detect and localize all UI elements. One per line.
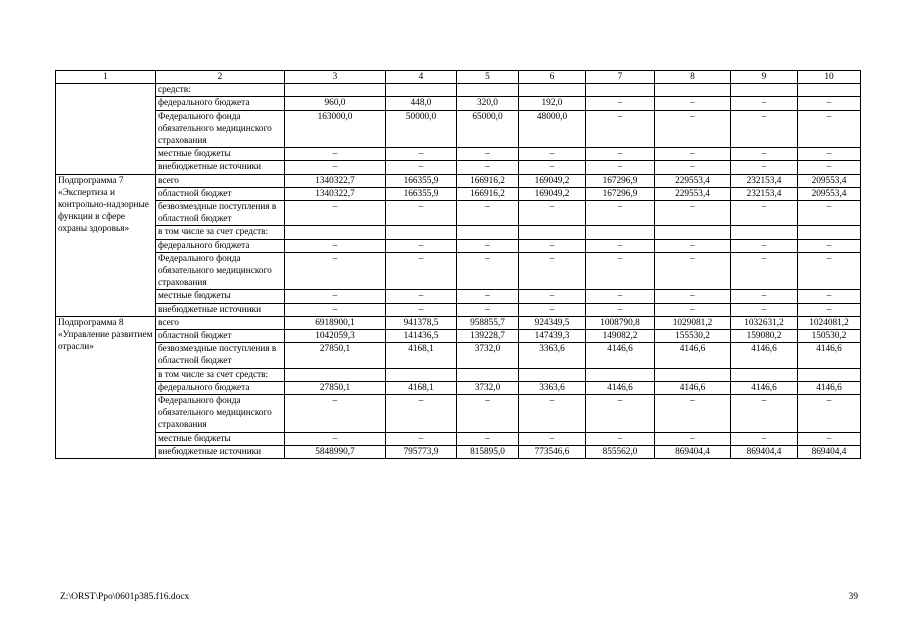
value-cell: – xyxy=(285,201,386,226)
header-row xyxy=(56,71,861,84)
value-cell: – xyxy=(655,432,731,445)
column-header: 9 xyxy=(731,71,798,84)
value-cell: 166916,2 xyxy=(457,187,519,200)
funding-source-cell: внебюджетные источники xyxy=(156,445,285,458)
value-cell: 855562,0 xyxy=(586,445,655,458)
value-cell: 869404,4 xyxy=(731,445,798,458)
value-cell: 6918900,1 xyxy=(285,316,386,329)
value-cell: – xyxy=(457,395,519,433)
table-row xyxy=(56,84,861,97)
value-cell: 169049,2 xyxy=(519,187,586,200)
value-cell: – xyxy=(586,161,655,174)
value-cell: – xyxy=(285,432,386,445)
funding-source-cell: Федерального фонда обязательного медицинского страхования xyxy=(156,395,285,433)
value-cell: 4146,6 xyxy=(731,343,798,368)
value-cell xyxy=(731,226,798,239)
funding-source-cell: Федерального фонда обязательного медицинского страхования xyxy=(156,110,285,148)
value-cell: 192,0 xyxy=(519,97,586,110)
value-cell: – xyxy=(386,252,457,290)
table-row xyxy=(56,343,861,368)
funding-source-cell: областной бюджет xyxy=(156,187,285,200)
value-cell: 3363,6 xyxy=(519,343,586,368)
value-cell: – xyxy=(457,432,519,445)
value-cell: 1340322,7 xyxy=(285,187,386,200)
column-header: 10 xyxy=(798,71,861,84)
value-cell: 320,0 xyxy=(457,97,519,110)
funding-source-cell: всего xyxy=(156,174,285,187)
value-cell: – xyxy=(731,239,798,252)
value-cell: 941378,5 xyxy=(386,316,457,329)
value-cell: 795773,9 xyxy=(386,445,457,458)
funding-source-cell: областной бюджет xyxy=(156,330,285,343)
value-cell: – xyxy=(655,110,731,148)
value-cell: 4146,6 xyxy=(655,381,731,394)
value-cell xyxy=(457,84,519,97)
value-cell: – xyxy=(731,148,798,161)
funding-source-cell: федерального бюджета xyxy=(156,381,285,394)
value-cell: 869404,4 xyxy=(655,445,731,458)
value-cell: 4146,6 xyxy=(798,381,861,394)
table-row xyxy=(56,110,861,148)
value-cell xyxy=(798,84,861,97)
value-cell: – xyxy=(798,97,861,110)
value-cell: 4146,6 xyxy=(731,381,798,394)
value-cell xyxy=(285,226,386,239)
value-cell: – xyxy=(731,290,798,303)
value-cell xyxy=(285,368,386,381)
value-cell xyxy=(586,226,655,239)
value-cell: – xyxy=(798,432,861,445)
value-cell: 163000,0 xyxy=(285,110,386,148)
value-cell: – xyxy=(519,395,586,433)
value-cell: 924349,5 xyxy=(519,316,586,329)
value-cell: – xyxy=(655,201,731,226)
value-cell: – xyxy=(457,303,519,316)
value-cell: 4168,1 xyxy=(386,381,457,394)
value-cell: 958855,7 xyxy=(457,316,519,329)
value-cell: – xyxy=(519,432,586,445)
value-cell: – xyxy=(519,201,586,226)
value-cell xyxy=(386,226,457,239)
table-row xyxy=(56,290,861,303)
value-cell: 229553,4 xyxy=(655,187,731,200)
funding-table xyxy=(55,70,861,459)
column-header: 4 xyxy=(386,71,457,84)
value-cell: – xyxy=(798,110,861,148)
value-cell: 209553,4 xyxy=(798,187,861,200)
value-cell: – xyxy=(655,303,731,316)
value-cell: 3732,0 xyxy=(457,381,519,394)
value-cell xyxy=(731,84,798,97)
value-cell: 167296,9 xyxy=(586,187,655,200)
value-cell xyxy=(519,368,586,381)
value-cell: – xyxy=(586,97,655,110)
value-cell: – xyxy=(386,161,457,174)
table-row xyxy=(56,161,861,174)
table-row xyxy=(56,303,861,316)
value-cell: – xyxy=(798,201,861,226)
value-cell: – xyxy=(457,252,519,290)
value-cell: – xyxy=(457,290,519,303)
funding-source-cell: в том числе за счет средств: xyxy=(156,368,285,381)
column-header: 6 xyxy=(519,71,586,84)
value-cell xyxy=(519,84,586,97)
value-cell: 4146,6 xyxy=(655,343,731,368)
table-row xyxy=(56,316,861,329)
table-row xyxy=(56,395,861,433)
value-cell: 139228,7 xyxy=(457,330,519,343)
value-cell: – xyxy=(655,161,731,174)
funding-source-cell: безвозмездные поступления в областной бюджет xyxy=(156,343,285,368)
value-cell xyxy=(586,368,655,381)
value-cell: – xyxy=(798,148,861,161)
value-cell: – xyxy=(731,97,798,110)
value-cell: – xyxy=(386,201,457,226)
value-cell: 4168,1 xyxy=(386,343,457,368)
value-cell: – xyxy=(285,239,386,252)
value-cell: 869404,4 xyxy=(798,445,861,458)
funding-source-cell: всего xyxy=(156,316,285,329)
value-cell: – xyxy=(731,110,798,148)
value-cell: 4146,6 xyxy=(586,343,655,368)
value-cell: 1032631,2 xyxy=(731,316,798,329)
value-cell xyxy=(798,226,861,239)
value-cell: – xyxy=(731,161,798,174)
value-cell xyxy=(586,84,655,97)
value-cell: 3363,6 xyxy=(519,381,586,394)
value-cell xyxy=(655,84,731,97)
column-header: 3 xyxy=(285,71,386,84)
value-cell: – xyxy=(586,148,655,161)
value-cell: 141436,5 xyxy=(386,330,457,343)
value-cell: – xyxy=(586,303,655,316)
table-row xyxy=(56,432,861,445)
table-row xyxy=(56,330,861,343)
value-cell: 1340322,7 xyxy=(285,174,386,187)
value-cell xyxy=(731,368,798,381)
value-cell: – xyxy=(731,303,798,316)
value-cell: – xyxy=(519,239,586,252)
value-cell: 155530,2 xyxy=(655,330,731,343)
table-row xyxy=(56,252,861,290)
funding-source-cell: внебюджетные источники xyxy=(156,303,285,316)
value-cell: – xyxy=(586,432,655,445)
value-cell: 773546,6 xyxy=(519,445,586,458)
value-cell: 232153,4 xyxy=(731,187,798,200)
column-header: 1 xyxy=(56,71,156,84)
program-name-cell: Подпрограмма 8 «Управление развитием отрасли» xyxy=(56,316,156,458)
funding-source-cell: безвозмездные поступления в областной бюджет xyxy=(156,201,285,226)
table-row xyxy=(56,368,861,381)
value-cell: – xyxy=(586,290,655,303)
value-cell: – xyxy=(285,148,386,161)
funding-source-cell: внебюджетные источники xyxy=(156,161,285,174)
value-cell: 1024081,2 xyxy=(798,316,861,329)
value-cell: – xyxy=(731,252,798,290)
value-cell: – xyxy=(285,290,386,303)
value-cell: – xyxy=(386,239,457,252)
value-cell: – xyxy=(386,395,457,433)
table-row xyxy=(56,201,861,226)
value-cell: 4146,6 xyxy=(586,381,655,394)
table-row xyxy=(56,239,861,252)
value-cell: 167296,9 xyxy=(586,174,655,187)
value-cell: – xyxy=(655,97,731,110)
value-cell xyxy=(285,84,386,97)
value-cell: – xyxy=(519,252,586,290)
footer-file-path: Z:\ORST\Ppo\0601p385.f16.docx xyxy=(60,592,190,602)
program-name-cell: Подпрограмма 7 «Экспертиза и контрольно-надзорные функции в сфере охраны здоровья» xyxy=(56,174,156,316)
value-cell: – xyxy=(655,290,731,303)
value-cell: 50000,0 xyxy=(386,110,457,148)
value-cell: 229553,4 xyxy=(655,174,731,187)
value-cell xyxy=(386,84,457,97)
value-cell: 149082,2 xyxy=(586,330,655,343)
funding-source-cell: в том числе за счет средств: xyxy=(156,226,285,239)
value-cell: – xyxy=(586,110,655,148)
value-cell xyxy=(457,368,519,381)
value-cell: 1042059,3 xyxy=(285,330,386,343)
value-cell: – xyxy=(731,201,798,226)
funding-source-cell: Федерального фонда обязательного медицинского страхования xyxy=(156,252,285,290)
value-cell: 1029081,2 xyxy=(655,316,731,329)
value-cell: – xyxy=(386,148,457,161)
value-cell: – xyxy=(519,161,586,174)
value-cell: 5848990,7 xyxy=(285,445,386,458)
value-cell: – xyxy=(519,148,586,161)
value-cell: – xyxy=(457,201,519,226)
table-row xyxy=(56,187,861,200)
value-cell: 159080,2 xyxy=(731,330,798,343)
value-cell: 209553,4 xyxy=(798,174,861,187)
value-cell: – xyxy=(798,161,861,174)
value-cell: – xyxy=(586,239,655,252)
value-cell: 48000,0 xyxy=(519,110,586,148)
value-cell: – xyxy=(285,303,386,316)
funding-source-cell: федерального бюджета xyxy=(156,239,285,252)
value-cell: 65000,0 xyxy=(457,110,519,148)
value-cell: – xyxy=(285,252,386,290)
table-row xyxy=(56,148,861,161)
value-cell: – xyxy=(457,239,519,252)
value-cell xyxy=(655,368,731,381)
value-cell: – xyxy=(386,290,457,303)
funding-source-cell: средств: xyxy=(156,84,285,97)
value-cell: – xyxy=(386,303,457,316)
value-cell: – xyxy=(655,395,731,433)
value-cell: – xyxy=(519,303,586,316)
table-row xyxy=(56,445,861,458)
table-row xyxy=(56,381,861,394)
value-cell: 166355,9 xyxy=(386,174,457,187)
page-number: 39 xyxy=(848,592,858,602)
value-cell: 147439,3 xyxy=(519,330,586,343)
value-cell: – xyxy=(798,395,861,433)
value-cell: 815895,0 xyxy=(457,445,519,458)
value-cell: – xyxy=(519,290,586,303)
value-cell xyxy=(798,368,861,381)
value-cell xyxy=(457,226,519,239)
funding-source-cell: местные бюджеты xyxy=(156,290,285,303)
value-cell: 448,0 xyxy=(386,97,457,110)
value-cell: – xyxy=(457,148,519,161)
value-cell: 150530,2 xyxy=(798,330,861,343)
value-cell: – xyxy=(655,252,731,290)
funding-source-cell: местные бюджеты xyxy=(156,148,285,161)
value-cell: – xyxy=(798,303,861,316)
value-cell: 3732,0 xyxy=(457,343,519,368)
value-cell: – xyxy=(798,290,861,303)
value-cell: – xyxy=(798,252,861,290)
value-cell: – xyxy=(655,239,731,252)
program-name-cell xyxy=(56,84,156,174)
table-row xyxy=(56,174,861,187)
value-cell xyxy=(655,226,731,239)
value-cell: 232153,4 xyxy=(731,174,798,187)
value-cell: – xyxy=(586,201,655,226)
column-header: 2 xyxy=(156,71,285,84)
column-header: 5 xyxy=(457,71,519,84)
value-cell: – xyxy=(586,395,655,433)
table-row xyxy=(56,97,861,110)
value-cell: – xyxy=(731,432,798,445)
value-cell: 27850,1 xyxy=(285,343,386,368)
value-cell: – xyxy=(586,252,655,290)
column-header: 8 xyxy=(655,71,731,84)
funding-source-cell: местные бюджеты xyxy=(156,432,285,445)
value-cell: – xyxy=(285,161,386,174)
value-cell: 166916,2 xyxy=(457,174,519,187)
value-cell: 166355,9 xyxy=(386,187,457,200)
value-cell: – xyxy=(655,148,731,161)
value-cell: – xyxy=(798,239,861,252)
column-header: 7 xyxy=(586,71,655,84)
value-cell: 960,0 xyxy=(285,97,386,110)
value-cell: – xyxy=(457,161,519,174)
value-cell: – xyxy=(386,432,457,445)
funding-source-cell: федерального бюджета xyxy=(156,97,285,110)
value-cell: 169049,2 xyxy=(519,174,586,187)
value-cell: – xyxy=(285,395,386,433)
value-cell xyxy=(386,368,457,381)
table-row xyxy=(56,226,861,239)
value-cell: 27850,1 xyxy=(285,381,386,394)
value-cell: 4146,6 xyxy=(798,343,861,368)
value-cell: 1008790,8 xyxy=(586,316,655,329)
value-cell: – xyxy=(731,395,798,433)
value-cell xyxy=(519,226,586,239)
